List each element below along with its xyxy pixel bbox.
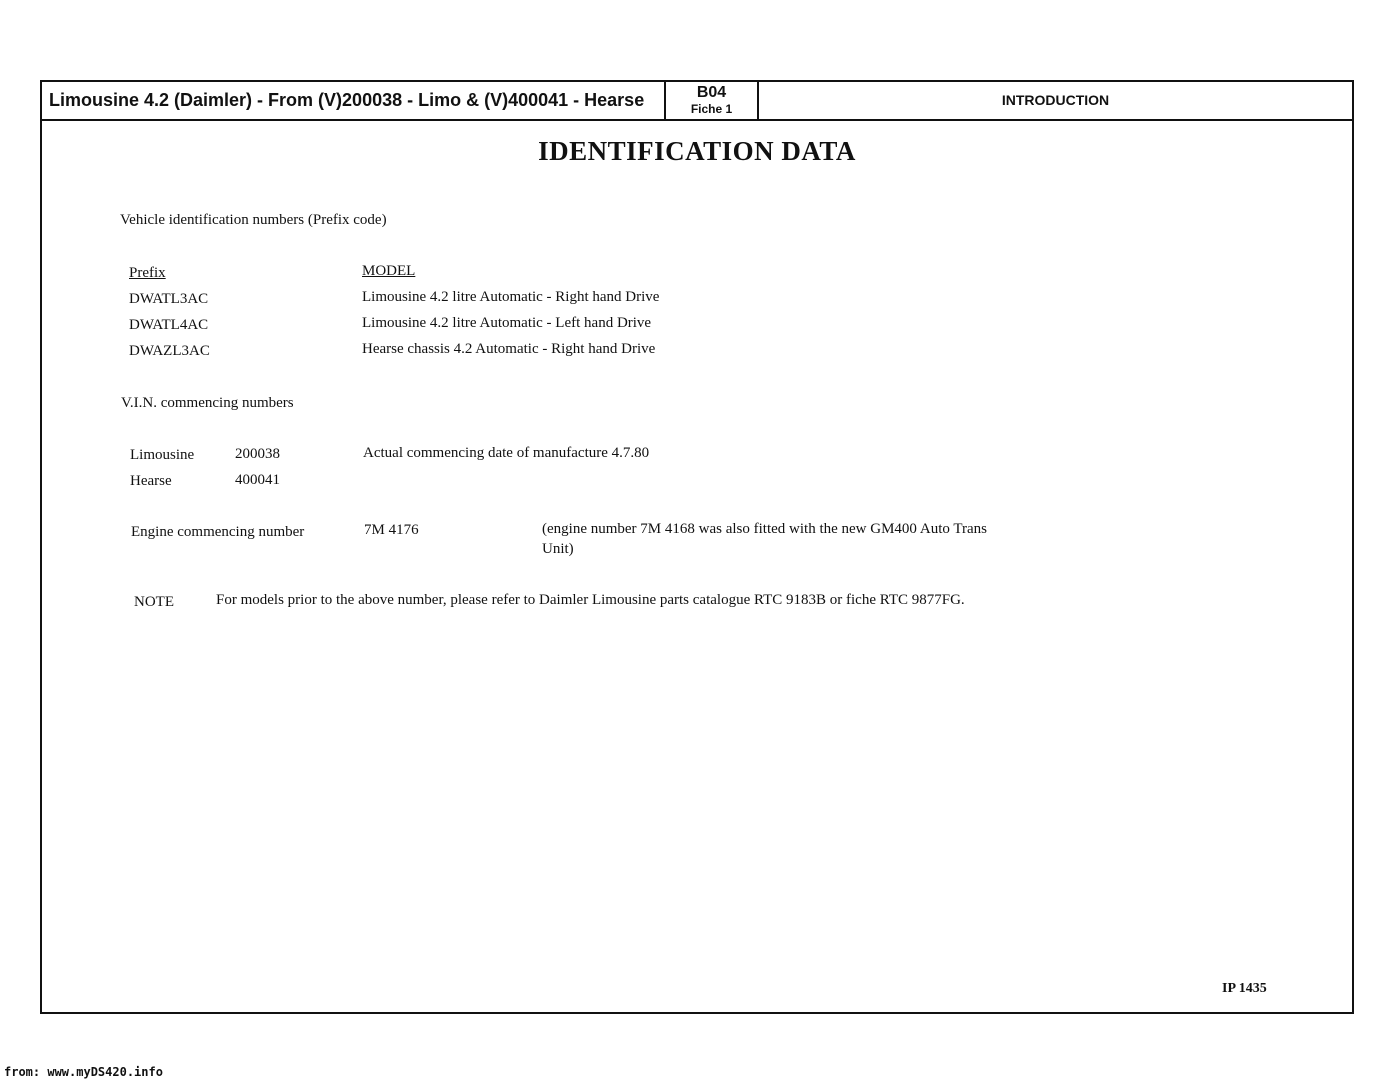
note-text: For models prior to the above number, please refer to Daimler Limousine parts catalogue RTC 9183B or fiche RTC 9877FG.: [216, 592, 965, 608]
vin-note: Actual commencing date of manufacture 4.7.80: [363, 445, 650, 461]
vin-number: 200038: [235, 446, 280, 462]
fiche-number: Fiche 1: [690, 102, 733, 116]
page-frame: [40, 80, 1354, 1014]
vin-label: Hearse: [130, 473, 172, 489]
prefix-code: DWATL4AC: [129, 317, 209, 333]
vin-commencing-heading: V.I.N. commencing numbers: [121, 395, 294, 411]
header-section: INTRODUCTION: [1001, 92, 1110, 108]
model-column-header: MODEL: [362, 263, 416, 279]
section-code: B04: [696, 84, 727, 101]
page-header: [42, 82, 1352, 121]
header-code-box: [666, 82, 759, 119]
footer-reference: IP 1435: [1222, 981, 1267, 996]
note-label: NOTE: [134, 594, 174, 610]
engine-number: 7M 4176: [364, 522, 419, 538]
engine-note-line1: (engine number 7M 4168 was also fitted with the new GM400 Auto Trans: [542, 521, 987, 537]
model-description: Limousine 4.2 litre Automatic - Left hand Drive: [362, 315, 652, 331]
vin-prefix-heading: Vehicle identification numbers (Prefix code): [120, 212, 387, 228]
engine-note-line2: Unit): [542, 541, 574, 557]
model-description: Limousine 4.2 litre Automatic - Right hand Drive: [362, 289, 660, 305]
engine-label: Engine commencing number: [131, 524, 305, 540]
prefix-code: DWATL3AC: [129, 291, 209, 307]
vin-number: 400041: [235, 472, 280, 488]
header-title: Limousine 4.2 (Daimler) - From (V)200038 - Limo & (V)400041 - Hearse: [42, 82, 666, 119]
prefix-column-header: Prefix: [129, 265, 166, 281]
model-description: Hearse chassis 4.2 Automatic - Right hand Drive: [362, 341, 656, 357]
document-title: IDENTIFICATION DATA: [538, 136, 856, 166]
prefix-code: DWAZL3AC: [129, 343, 210, 359]
source-footer: from: www.myDS420.info: [4, 1065, 163, 1079]
vin-label: Limousine: [130, 447, 195, 463]
